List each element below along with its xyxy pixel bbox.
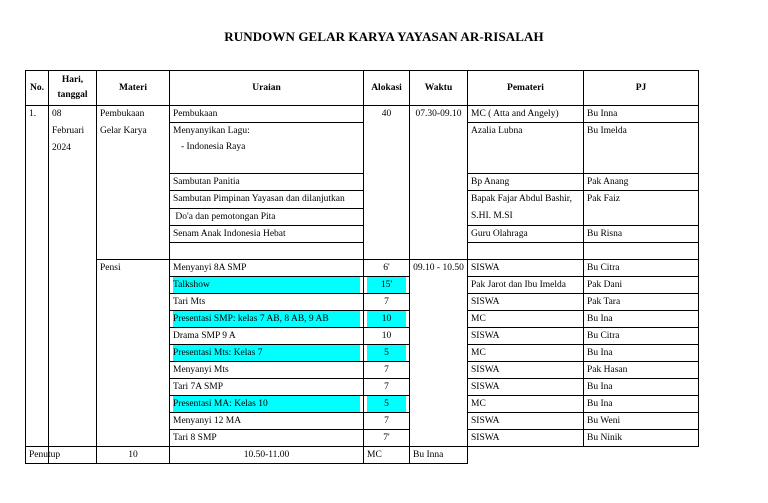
uraian-cell: Menyanyi 8A SMP xyxy=(170,260,364,277)
pj-cell: Bu Ina xyxy=(584,396,699,413)
pemateri-cell: Bp Anang xyxy=(468,174,584,191)
pemateri-cell: Bapak Fajar Abdul Bashir, S.HI. M.SI xyxy=(468,191,584,226)
header-uraian: Uraian xyxy=(170,71,364,106)
pemateri-cell: MC xyxy=(468,311,584,328)
uraian-highlighted: Presentasi Mts: Kelas 7 xyxy=(173,345,360,361)
pemateri-cell xyxy=(468,243,584,260)
waktu-pensi: 09.10 - 10.50 xyxy=(410,260,468,447)
header-waktu: Waktu xyxy=(410,71,468,106)
uraian-highlighted: Talkshow xyxy=(173,277,360,293)
table-row xyxy=(26,447,699,464)
document-title: RUNDOWN GELAR KARYA YAYASAN AR-RISALAH xyxy=(224,29,544,44)
pemateri-cell: SISWA xyxy=(468,362,584,379)
table-row xyxy=(26,260,699,277)
pj-cell: Bu Risna xyxy=(584,226,699,243)
header-hari-tanggal: Hari, tanggal xyxy=(49,71,97,106)
day-date: 08 Februari 2024 xyxy=(49,106,97,447)
pemateri-cell: SISWA xyxy=(468,294,584,311)
pemateri-cell: SISWA xyxy=(468,328,584,345)
alokasi-cell: 7 xyxy=(364,362,410,379)
pj-cell: Pak Dani xyxy=(584,277,699,294)
pj-cell: Bu Ina xyxy=(584,311,699,328)
alokasi-cell: 6' xyxy=(364,260,410,277)
pj-cell: Pak Faiz xyxy=(584,191,699,226)
pj-cell xyxy=(584,243,699,260)
table-row xyxy=(26,106,699,123)
uraian-cell: Sambutan Pimpinan Yayasan dan dilanjutkan xyxy=(170,191,364,209)
uraian-cell: Sambutan Panitia xyxy=(170,174,364,191)
header-pj: PJ xyxy=(584,71,699,106)
uraian-cell xyxy=(170,345,364,362)
pemateri-cell: MC xyxy=(468,345,584,362)
pemateri-cell: Pak Jarot dan Ibu Imelda xyxy=(468,277,584,294)
alokasi-highlighted: 5 xyxy=(367,396,406,412)
uraian-cell: Drama SMP 9 A xyxy=(170,328,364,345)
materi-penutup: Penutup xyxy=(26,447,49,464)
uraian-text: Menyanyikan Lagu: xyxy=(173,126,250,136)
pj-cell: Bu Inna xyxy=(584,106,699,123)
uraian-highlighted: Presentasi SMP: kelas 7 AB, 8 AB, 9 AB xyxy=(173,311,360,327)
pj-cell: Bu Weni xyxy=(584,413,699,430)
alokasi-highlighted: 5 xyxy=(367,345,406,361)
uraian-cell: Tari 8 SMP xyxy=(170,430,364,447)
uraian-cell xyxy=(170,243,364,260)
pj-cell: Bu Ina xyxy=(584,345,699,362)
pemateri-cell: SISWA xyxy=(468,260,584,277)
alokasi-cell xyxy=(364,396,410,413)
pj-cell: Bu Citra xyxy=(584,260,699,277)
rundown-table xyxy=(25,70,699,464)
uraian-cell: Senam Anak Indonesia Hebat xyxy=(170,226,364,243)
uraian-cell xyxy=(170,123,364,174)
alokasi-highlighted: 15' xyxy=(367,277,406,293)
alokasi-cell xyxy=(364,277,410,294)
alokasi-cell: 7' xyxy=(364,430,410,447)
header-pemateri: Pemateri xyxy=(468,71,584,106)
pemateri-cell: SISWA xyxy=(468,430,584,447)
uraian-cell: Menyanyi Mts xyxy=(170,362,364,379)
pj-cell: Bu Ninik xyxy=(584,430,699,447)
uraian-cell xyxy=(170,277,364,294)
uraian-cell: Tari 7A SMP xyxy=(170,379,364,396)
alokasi-pembukaan: 40 xyxy=(364,106,410,260)
pemateri-cell: MC xyxy=(468,396,584,413)
uraian-cell: Menyanyi 12 MA xyxy=(170,413,364,430)
pemateri-cell: SISWA xyxy=(468,379,584,396)
pemateri-cell: MC ( Atta and Angely) xyxy=(468,106,584,123)
uraian-cell: Do'a dan pemotongan Pita xyxy=(170,208,364,226)
pj-cell: Pak Hasan xyxy=(584,362,699,379)
pemateri-penutup: MC xyxy=(364,447,410,464)
pj-cell: Bu Citra xyxy=(584,328,699,345)
pj-cell: Bu Imelda xyxy=(584,123,699,174)
alokasi-penutup: 10 xyxy=(97,447,170,464)
alokasi-cell xyxy=(364,345,410,362)
uraian-highlighted: Presentasi MA: Kelas 10 xyxy=(173,396,360,412)
uraian-cell xyxy=(170,311,364,328)
pj-cell: Bu Ina xyxy=(584,379,699,396)
pemateri-cell: Azalia Lubna xyxy=(468,123,584,174)
waktu-pembukaan: 07.30-09.10 xyxy=(410,106,468,260)
header-alokasi: Alokasi xyxy=(364,71,410,106)
materi-pensi: Pensi xyxy=(97,260,170,447)
pj-penutup: Bu Inna xyxy=(410,447,468,464)
row-number: 1. xyxy=(26,106,49,447)
alokasi-cell xyxy=(364,311,410,328)
pj-cell: Pak Tara xyxy=(584,294,699,311)
uraian-cell: Tari Mts xyxy=(170,294,364,311)
waktu-penutup: 10.50-11.00 xyxy=(170,447,364,464)
alokasi-highlighted: 10 xyxy=(367,311,406,327)
pemateri-cell: Guru Olahraga xyxy=(468,226,584,243)
alokasi-cell: 7 xyxy=(364,413,410,430)
pemateri-cell: SISWA xyxy=(468,413,584,430)
alokasi-cell: 7 xyxy=(364,294,410,311)
alokasi-cell: 10 xyxy=(364,328,410,345)
header-materi: Materi xyxy=(97,71,170,106)
materi-pembukaan: Pembukaan Gelar Karya xyxy=(97,106,170,260)
uraian-cell xyxy=(170,396,364,413)
pj-cell: Pak Anang xyxy=(584,174,699,191)
uraian-cell: Pembukaan xyxy=(170,106,364,123)
alokasi-cell: 7 xyxy=(364,379,410,396)
header-no: No. xyxy=(26,71,49,106)
header-row xyxy=(26,71,699,106)
uraian-subitem: - Indonesia Raya xyxy=(181,142,246,152)
